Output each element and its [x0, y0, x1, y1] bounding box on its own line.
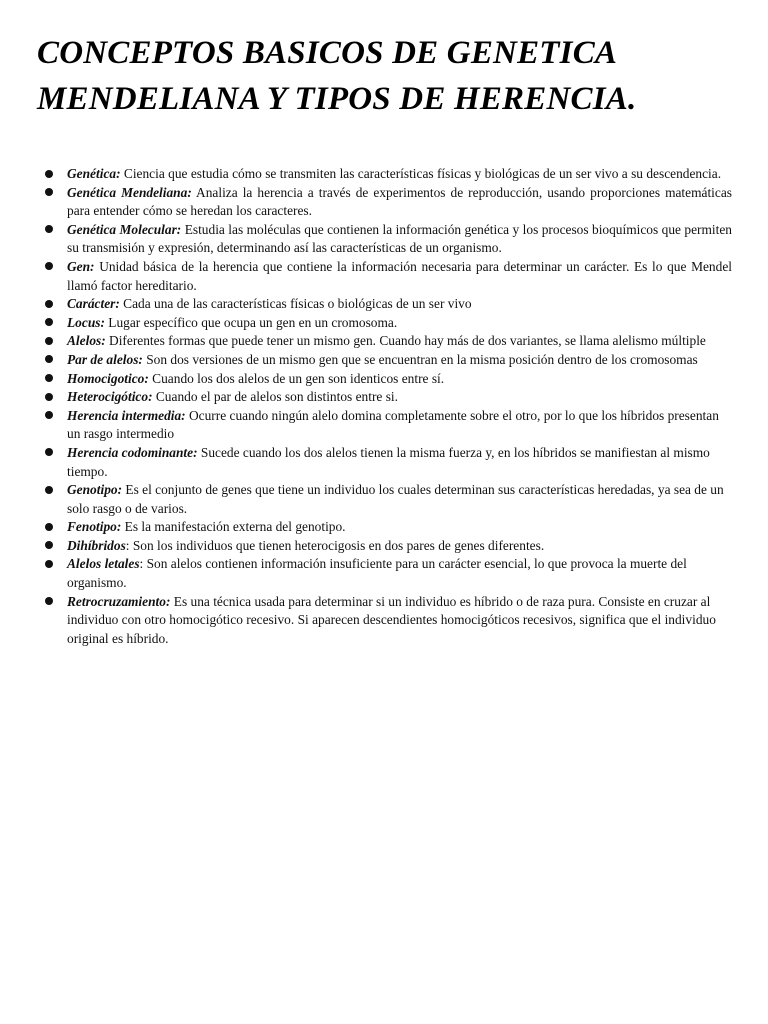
bullet-icon: [45, 300, 53, 308]
bullet-icon: [45, 262, 53, 270]
definition: : Son los individuos que tienen heterocigosis en dos pares de genes diferentes.: [125, 537, 545, 553]
definition: Es una técnica usada para determinar si un individuo es híbrido o de raza pura. Consiste en cruzar al individuo con otro homocigótico recesivo. Si aparecen descendientes homocigóticos recesivos, significa que el individuo original es híbrido.: [67, 593, 716, 646]
bullet-icon: [45, 225, 53, 233]
definition: Sucede cuando los dos alelos tienen la misma fuerza y, en los híbridos se manifiestan al mismo tiempo.: [67, 444, 710, 479]
term: Retrocruzamiento:: [67, 593, 171, 609]
bullet-icon: [45, 374, 53, 382]
list-item: [0, 481, 732, 518]
list-item: [0, 444, 732, 481]
bullet-icon: [45, 448, 53, 456]
term: Genética Molecular:: [67, 221, 182, 237]
term: Par de alelos:: [67, 351, 143, 367]
bullet-icon: [45, 170, 53, 178]
term: Herencia codominante:: [67, 444, 198, 460]
definition: Diferentes formas que puede tener un mismo gen. Cuando hay más de dos variantes, se llama alelismo múltiple: [105, 333, 706, 349]
definition: Estudia las moléculas que contienen la información genética y los procesos bioquímicos que permiten su transmisión y expresión, determinando así las características de un organismo.: [67, 221, 732, 256]
term: Dihíbridos: [67, 537, 126, 553]
list-item: [0, 370, 732, 389]
term: Alelos:: [67, 333, 106, 349]
bullet-icon: [45, 523, 53, 531]
term: Genética Mendeliana:: [67, 184, 192, 200]
list-item: [0, 221, 732, 258]
list-item: [0, 184, 732, 221]
title-line-2: MENDELIANA Y TIPOS DE HERENCIA.: [37, 81, 637, 117]
list-item: [0, 537, 732, 556]
definition: Es la manifestación externa del genotipo.: [121, 519, 346, 535]
definition: Es el conjunto de genes que tiene un individuo los cuales determinan sus características heredadas, ya sea de un solo rasgo o de varios.: [67, 482, 724, 516]
list-item: [0, 593, 732, 649]
definition: : Son alelos contienen información insuficiente para un carácter esencial, lo que provoca la muerte del organismo.: [67, 556, 687, 591]
list-item: [0, 295, 732, 314]
definition: Cuando el par de alelos son distintos entre si.: [152, 389, 398, 405]
title-line-1: CONCEPTOS BASICOS DE GENETICA: [37, 35, 618, 71]
list-item: [0, 407, 732, 444]
definition: Unidad básica de la herencia que contiene la información necesaria para determinar un carácter. Es lo que Mendel llamó factor hereditario.: [67, 258, 732, 293]
bullet-icon: [45, 411, 53, 419]
bullet-icon: [45, 560, 53, 568]
term: Genotipo:: [67, 482, 123, 498]
term: Alelos letales: [67, 556, 140, 572]
definition: Son dos versiones de un mismo gen que se encuentran en la misma posición dentro de los cromosomas: [142, 351, 698, 367]
term: Gen:: [67, 258, 95, 274]
definition: Cuando los dos alelos de un gen son identicos entre sí.: [148, 370, 445, 386]
bullet-icon: [45, 393, 53, 401]
bullet-icon: [45, 188, 53, 196]
definition: Analiza la herencia a través de experimentos de reproducción, usando proporciones matemáticas para entender cómo se heredan los caracteres.: [67, 184, 732, 219]
bullet-icon: [45, 337, 53, 345]
bullet-icon: [45, 597, 53, 605]
bullet-icon: [45, 486, 53, 494]
definition: Cada una de las características físicas o biológicas de un ser vivo: [119, 296, 472, 312]
bullet-icon: [45, 355, 53, 363]
list-item: [0, 332, 732, 351]
definition: Lugar específico que ocupa un gen en un cromosoma.: [104, 314, 398, 330]
term: Heterocigótico:: [67, 389, 153, 405]
definition: Ocurre cuando ningún alelo domina completamente sobre el otro, por lo que los híbridos presentan un rasgo intermedio: [67, 407, 719, 442]
list-item: [0, 388, 732, 407]
term: Genética:: [67, 166, 121, 181]
list-item: [0, 165, 732, 184]
term: Carácter:: [67, 296, 120, 312]
list-item: [0, 518, 732, 537]
term: Fenotipo:: [67, 519, 122, 535]
term: Herencia intermedia:: [67, 407, 186, 423]
term: Homocigotico:: [67, 370, 149, 386]
bullet-icon: [45, 318, 53, 326]
list-item: [0, 258, 732, 295]
list-item: [0, 314, 732, 333]
list-item: [0, 351, 732, 370]
definition: Ciencia que estudia cómo se transmiten las características físicas y biológicas de un ser vivo a su descendencia.: [120, 166, 722, 181]
term: Locus:: [67, 314, 105, 330]
concept-list: [0, 165, 768, 648]
document-title: [37, 30, 737, 122]
list-item: [0, 555, 732, 592]
bullet-icon: [45, 541, 53, 549]
